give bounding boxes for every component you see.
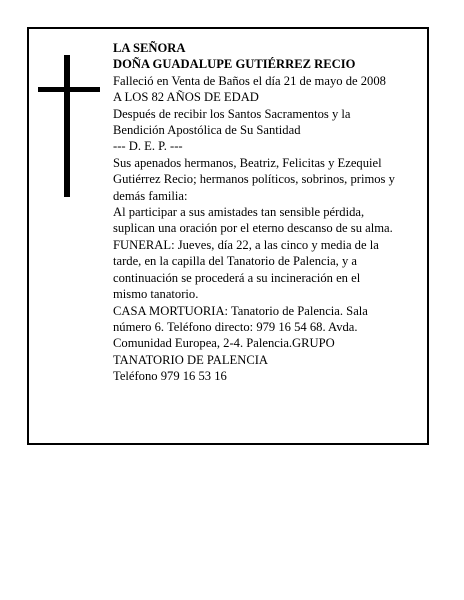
phone-line: Teléfono 979 16 53 16 [113, 369, 227, 384]
funeral-info: FUNERAL: Jueves, día 22, a las cinco y media de la tarde, en la capilla del Tanatorio de Palencia, y a continuación se procederá a su incineración en el mismo tanatorio. [113, 237, 379, 302]
death-line: Falleció en Venta de Baños el día 21 de mayo de 2008 [113, 73, 386, 88]
cross-horizontal-bar [38, 87, 100, 92]
casa-mortuoria-info: CASA MORTUORIA: Tanatorio de Palencia. Sala número 6. Teléfono directo: 979 16 54 68. Avda. Comunidad Europea, 2-4. Palencia.GRUPO TANATORIO DE PALENCIA [113, 303, 368, 367]
family-paragraph: Sus apenados hermanos, Beatriz, Felicitas y Ezequiel Gutiérrez Recio; hermanos políticos, sobrinos, primos y demás familia: [113, 155, 395, 203]
dep-line: --- D. E. P. --- [113, 139, 183, 154]
notice-text [113, 40, 397, 385]
sacraments-line: Después de recibir los Santos Sacramentos y la Bendición Apostólica de Su Santidad [113, 106, 351, 138]
honorific: LA SEÑORA [113, 41, 186, 55]
cross-vertical-bar [64, 55, 70, 197]
cross-icon [38, 55, 100, 197]
prayer-request: Al participar a sus amistades tan sensible pérdida, suplican una oración por el eterno descanso de su alma. [113, 205, 393, 236]
deceased-name: DOÑA GUADALUPE GUTIÉRREZ RECIO [113, 57, 356, 72]
age-line: A LOS 82 AÑOS DE EDAD [113, 90, 259, 105]
